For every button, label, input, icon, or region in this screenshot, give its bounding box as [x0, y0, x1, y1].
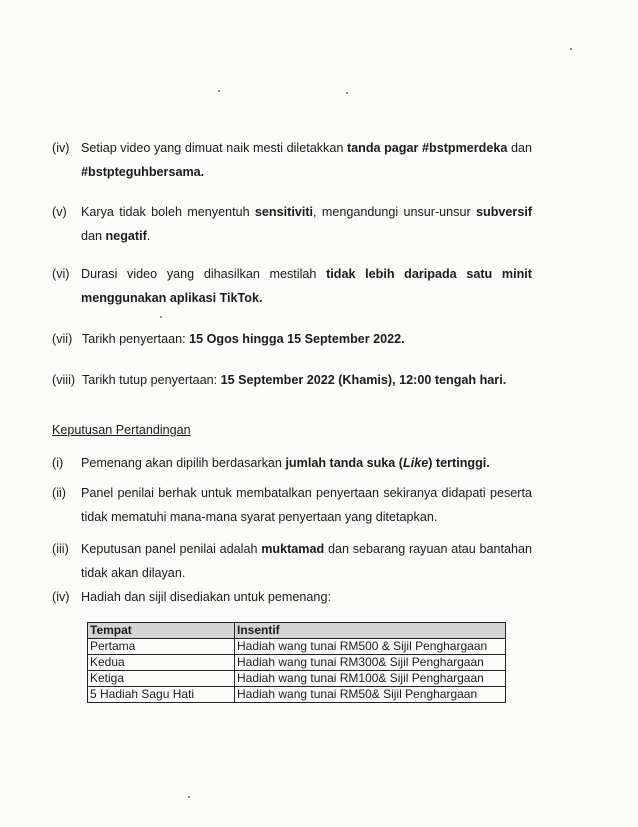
text-run: Like: [403, 456, 429, 470]
decision-text: [81, 585, 532, 609]
text-run: , mengandungi unsur-unsur: [313, 205, 477, 219]
rule-text: [82, 327, 532, 351]
text-run: dan: [81, 229, 106, 243]
scan-speck: [570, 48, 572, 50]
text-run: ) tertinggi.: [428, 456, 490, 470]
rule-number: (viii): [52, 373, 76, 387]
place-cell: 5 Hadiah Sagu Hati: [88, 687, 235, 703]
text-run: Panel penilai berhak untuk membatalkan penyertaan sekiranya didapati peserta tidak mematuhi mana-mana syarat penyertaan yang ditetapkan.: [81, 486, 532, 524]
decision-text: [81, 481, 532, 529]
place-cell: Pertama: [88, 639, 235, 655]
incentive-cell: Hadiah wang tunai RM300& Sijil Penghargaan: [235, 655, 506, 671]
text-run: Tarikh penyertaan:: [82, 332, 190, 346]
decision-number: (ii): [52, 486, 66, 500]
place-cell: Ketiga: [88, 671, 235, 687]
text-run: Pemenang akan dipilih berdasarkan: [81, 456, 286, 470]
text-run: tidak lebih daripada satu minit menggunakan aplikasi TikTok.: [81, 267, 532, 305]
place-cell: Kedua: [88, 655, 235, 671]
text-run: #bstpteguhbersama.: [81, 165, 205, 179]
table-row: [88, 687, 506, 703]
incentive-cell: Hadiah wang tunai RM100& Sijil Penghargaan: [235, 671, 506, 687]
rule-number: (v): [52, 205, 67, 219]
column-header-place: Tempat: [88, 623, 235, 639]
table-row: [88, 639, 506, 655]
text-run: Hadiah dan sijil disediakan untuk pemenang:: [81, 590, 331, 604]
decision-ii: [52, 481, 532, 529]
decision-iii: [52, 537, 532, 585]
text-run: Setiap video yang dimuat naik mesti diletakkan: [81, 141, 347, 155]
rule-iv: [52, 136, 532, 184]
text-run: Tarikh tutup penyertaan:: [82, 373, 221, 387]
text-run: Keputusan panel penilai adalah: [81, 542, 262, 556]
text-run: 15 September 2022 (Khamis), 12:00 tengah hari.: [220, 373, 507, 387]
table-row: [88, 655, 506, 671]
scan-speck: [160, 316, 162, 318]
rule-text: [81, 200, 532, 248]
scan-speck: [218, 90, 220, 92]
rule-number: (vii): [52, 332, 73, 346]
text-run: .: [146, 229, 151, 243]
text-run: muktamad: [261, 542, 325, 556]
text-run: sensitiviti: [254, 205, 314, 219]
incentive-cell: Hadiah wang tunai RM500 & Sijil Penghargaan: [235, 639, 506, 655]
table-header-row: [88, 623, 506, 639]
text-run: jumlah tanda suka (: [285, 456, 404, 470]
text-run: dan sebarang rayuan atau bantahan tidak akan dilayan.: [81, 542, 532, 580]
decision-i: [52, 451, 532, 475]
decision-number: (i): [52, 456, 64, 470]
rule-v: [52, 200, 532, 248]
text-run: dan: [507, 141, 532, 155]
decision-iv: [52, 585, 532, 609]
rule-viii: [52, 368, 532, 392]
rule-text: [82, 368, 532, 392]
text-run: subversif: [476, 205, 533, 219]
rule-text: [81, 262, 532, 310]
decision-number: (iv): [52, 590, 70, 604]
decision-text: [81, 537, 532, 585]
decision-number: (iii): [52, 542, 69, 556]
rule-vi: [52, 262, 532, 310]
text-run: Durasi video yang dihasilkan mestilah: [81, 267, 327, 281]
rule-vii: [52, 327, 532, 351]
text-run: Karya tidak boleh menyentuh: [81, 205, 255, 219]
decision-text: [81, 451, 532, 475]
table-row: [88, 671, 506, 687]
prize-table: [87, 622, 506, 703]
rule-number: (vi): [52, 267, 70, 281]
text-run: 15 Ogos hingga 15 September 2022.: [189, 332, 405, 346]
text-run: negatif: [105, 229, 147, 243]
column-header-incentive: Insentif: [235, 623, 506, 639]
scan-speck: [346, 92, 348, 94]
incentive-cell: Hadiah wang tunai RM50& Sijil Penghargaan: [235, 687, 506, 703]
rule-number: (iv): [52, 141, 70, 155]
text-run: tanda pagar #bstpmerdeka: [346, 141, 508, 155]
rule-text: [81, 136, 532, 184]
scan-speck: [188, 796, 190, 798]
section-heading: Keputusan Pertandingan: [52, 423, 191, 437]
